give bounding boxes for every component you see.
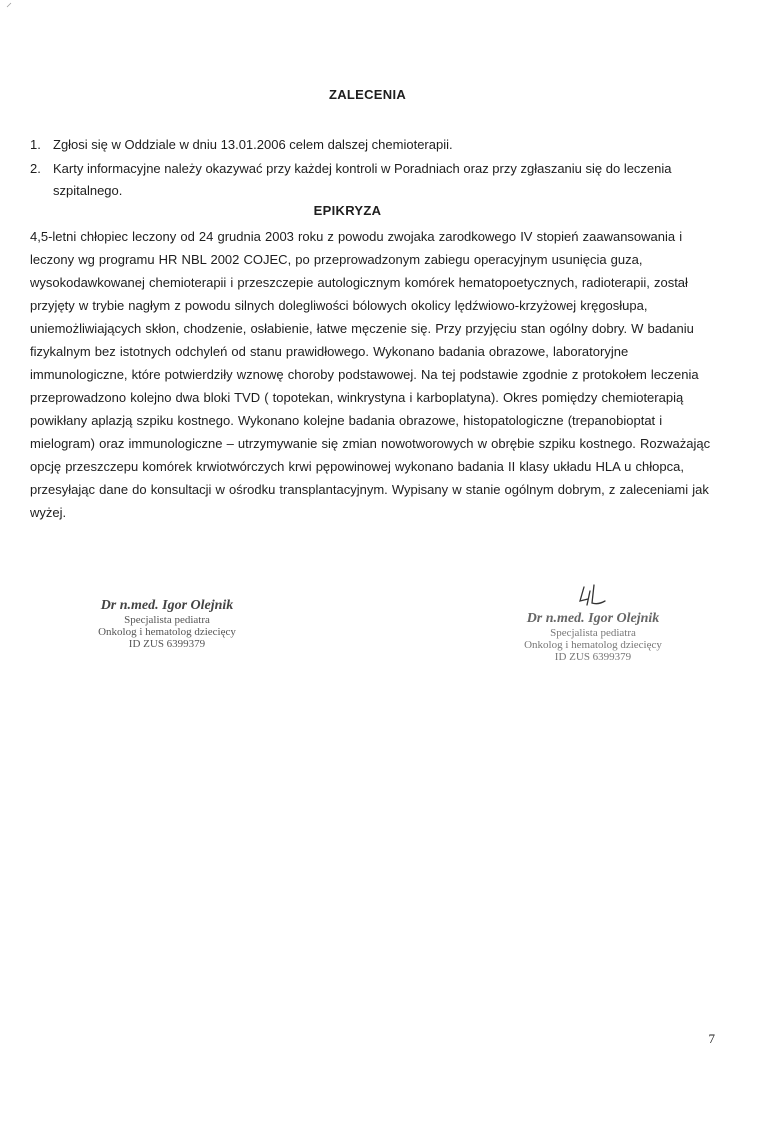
stamp-name: Dr n.med. Igor Olejnik — [526, 611, 660, 626]
list-item — [30, 134, 730, 156]
stamp-line: Specjalista pediatra — [124, 614, 210, 626]
doctor-stamp-left — [82, 598, 252, 650]
stamp-line: ID ZUS 6399379 — [128, 638, 206, 650]
stamp-name: Dr n.med. Igor Olejnik — [100, 598, 234, 613]
list-item-number: 1. — [30, 137, 41, 152]
list-item-text: Karty informacyjne należy okazywać przy każdej kontroli w Poradniach oraz przy zgłaszaniu się do leczenia szpitalnego. — [53, 161, 672, 198]
list-item — [30, 158, 730, 202]
doctor-stamp-right — [508, 611, 678, 663]
zalecenia-title: ZALECENIA — [328, 87, 407, 102]
recommendations-list — [30, 134, 730, 204]
scan-mark — [6, 2, 12, 8]
epikryza-title: EPIKRYZA — [313, 203, 382, 218]
stamp-line: Specjalista pediatra — [550, 627, 636, 639]
stamp-line: Onkolog i hematolog dziecięcy — [524, 639, 662, 651]
stamp-line: ID ZUS 6399379 — [554, 651, 632, 663]
page-number: 7 — [708, 1031, 715, 1046]
epikryza-paragraph: 4,5-letni chłopiec leczony od 24 grudnia 2003 roku z powodu zwojaka zarodkowego IV stopień zaawansowania i leczony wg programu HR NBL 2002 COJEC, po przeprowadzonym zabiegu operacyjnym usunięcia guza, wysokodawkowanej chemioterapii i przeszczepie autologicznym komórek hematopoetycznych, radioterapii, został przyjęty w trybie nagłym z powodu silnych dolegliwości bólowych okolicy lędźwiowo-krzyżowej kręgosłupa, uniemożliwiających skłon, chodzenie, osłabienie, łatwe męczenie się. Przy przyjęciu stan ogólny dobry. W badaniu fizykalnym bez istotnych odchyleń od stanu prawidłowego. Wykonano badania obrazowe, laboratoryjne immunologiczne, które potwierdziły wznowę choroby podstawowej. Na tej podstawie zgodnie z protokołem leczenia przeprowadzono kolejno dwa bloki TVD ( topotekan, winkrystyna i karboplatyna). Okres pomiędzy chemioterapią powikłany aplazją szpiku kostnego. Wykonano kolejne badania obrazowe, histopatologiczne (trepanobioptat i mielogram) oraz immunologiczne – utrzymywanie się zmian nowotworowych w obrębie szpiku kostnego. Rozważając opcję przeszczepu komórek krwiotwórczych krwi pępowinowej wykonano badania II klasy układu HLA u chłopca, przesyłając dane do konsultacji w ośrodku transplantacyjnym. Wypisany w stanie ogólnym dobrym, z zaleceniami jak wyżej. — [30, 229, 711, 520]
list-item-number: 2. — [30, 161, 41, 176]
stamp-line: Onkolog i hematolog dziecięcy — [98, 626, 236, 638]
handwritten-signature — [578, 583, 608, 611]
list-item-text: Zgłosi się w Oddziale w dniu 13.01.2006 celem dalszej chemioterapii. — [53, 137, 453, 152]
